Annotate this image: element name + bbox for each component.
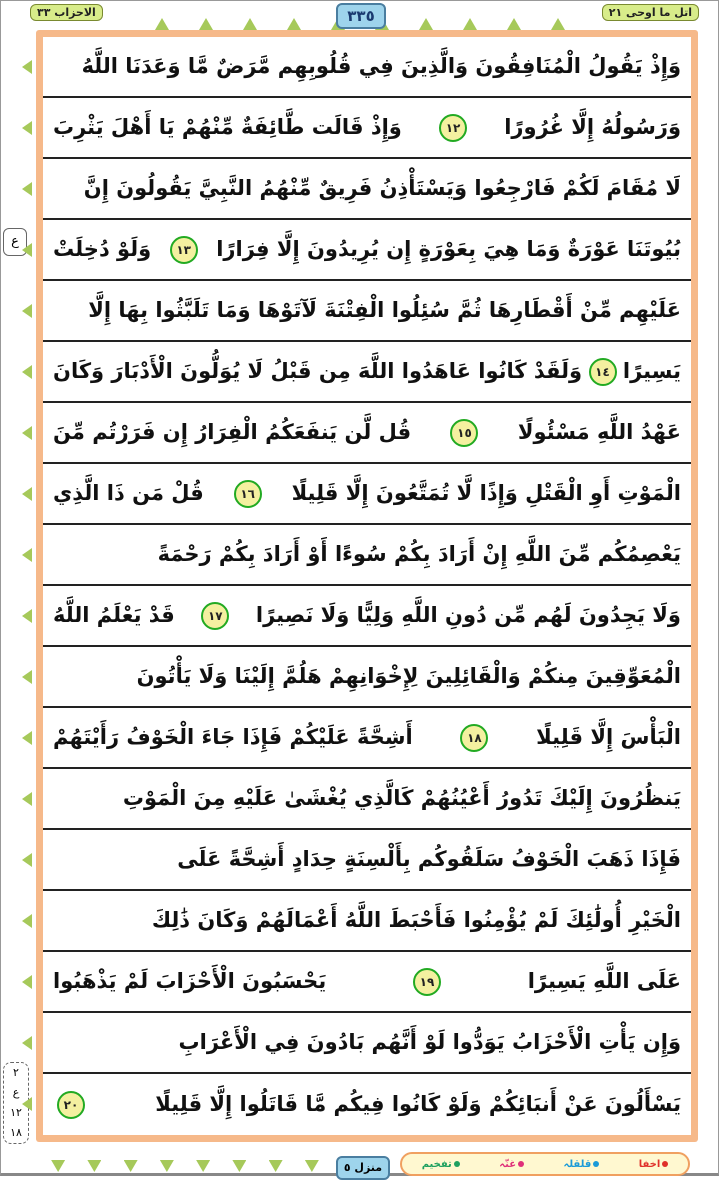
legend-item [422,1159,460,1170]
ornament-icon [160,1160,174,1172]
text-line [43,342,691,403]
verse-text: وَلَوْ دُخِلَتْ [53,236,152,261]
text-line [43,159,691,220]
text-line [43,220,691,281]
legend-label: غنّہ [499,1158,517,1170]
ayah-number-marker: ٢٠ [57,1091,85,1119]
verse-text: وَلَا يَجِدُونَ لَهُم مِّن دُونِ اللَّهِ وَلِيًّا وَلَا نَصِيرًا [255,602,681,627]
text-line [43,1074,691,1135]
text-line [43,769,691,830]
ayah-number-marker: ١٨ [460,724,488,752]
ruku-counter-part: ٢ [13,1066,19,1080]
verse-text: قَدْ يَعْلَمُ اللَّهُ [53,602,175,627]
legend-item [563,1159,599,1170]
ornament-icon [507,18,521,30]
quran-text-area [43,37,691,1135]
tajweed-legend [400,1152,690,1176]
legend-item [499,1159,524,1170]
text-line [43,37,691,98]
verse-text: الْمَوْتِ أَوِ الْقَتْلِ وَإِذًا لَّا تُمَتَّعُونَ إِلَّا قَلِيلًا [291,480,681,505]
ornament-icon [51,1160,65,1172]
legend-dot-icon [518,1161,524,1167]
verse-text: لَا مُقَامَ لَكُمْ فَارْجِعُوا وَيَسْتَأْذِنُ فَرِيقٌ مِّنْهُمُ النَّبِيَّ يَقُولُونَ إِنَّ [83,175,681,200]
text-line [43,647,691,708]
text-line [43,891,691,952]
verse-text: وَرَسُولُهُ إِلَّا غُرُورًا [504,114,681,139]
ayah-number-marker: ١٣ [170,236,198,264]
verse-text: يَعْصِمُكُم مِّنَ اللَّهِ إِنْ أَرَادَ بِكُمْ سُوءًا أَوْ أَرَادَ بِكُمْ رَحْمَةً [157,541,681,566]
text-line [43,830,691,891]
legend-dot-icon [454,1161,460,1167]
verse-text: وَإِذْ يَقُولُ الْمُنَافِقُونَ وَالَّذِينَ فِي قُلُوبِهِم مَّرَضٌ مَّا وَعَدَنَا اللَّهُ [81,53,681,78]
legend-dot-icon [593,1161,599,1167]
verse-text: فَإِذَا ذَهَبَ الْخَوْفُ سَلَقُوكُم بِأَلْسِنَةٍ حِدَادٍ أَشِحَّةً عَلَى [177,846,681,871]
ruku-counter-part: ع [12,1086,20,1100]
verse-text: الْخَيْرِ أُولَٰئِكَ لَمْ يُؤْمِنُوا فَأَحْبَطَ اللَّهُ أَعْمَالَهُمْ وَكَانَ ذَٰلِكَ [151,907,681,932]
text-line [43,464,691,525]
manzil-label: منزل ٥ [336,1156,390,1180]
text-line [43,586,691,647]
verse-text: بُيُوتَنَا عَوْرَةٌ وَمَا هِيَ بِعَوْرَةٍ إِن يُرِيدُونَ إِلَّا فِرَارًا [216,236,681,261]
verse-text: الْبَأْسَ إِلَّا قَلِيلًا [536,724,681,749]
ayah-number-marker: ١٥ [450,419,478,447]
verse-text: عَلَيْهِم مِّنْ أَقْطَارِهَا ثُمَّ سُئِلُوا الْفِتْنَةَ لَآتَوْهَا وَمَا تَلَبَّثُوا بِهَا إِلَّا [88,297,681,322]
ayah-number-marker: ١٩ [413,968,441,996]
ornament-icon [87,1160,101,1172]
ayah-number-marker: ١٧ [201,602,229,630]
ornament-icon [419,18,433,30]
ornament-icon [124,1160,138,1172]
verse-text: يَسْأَلُونَ عَنْ أَنبَائِكُمْ وَلَوْ كَانُوا فِيكُم مَّا قَاتَلُوا إِلَّا قَلِيلًا [155,1091,681,1116]
surah-label: الاحزاب ٣٣ [30,4,103,21]
text-line [43,1013,691,1074]
verse-text: يَحْسَبُونَ الْأَحْزَابَ لَمْ يَذْهَبُوا [53,968,327,993]
verse-text: أَشِحَّةً عَلَيْكُمْ فَإِذَا جَاءَ الْخَوْفُ رَأَيْتَهُمْ [53,724,413,749]
legend-item [639,1159,669,1170]
verse-text: وَلَقَدْ كَانُوا عَاهَدُوا اللَّهَ مِن قَبْلُ لَا يُوَلُّونَ الْأَدْبَارَ وَكَانَ [53,358,583,383]
ornament-icon [463,18,477,30]
verse-text: عَلَى اللَّهِ يَسِيرًا [527,968,681,993]
ornament-icon [287,18,301,30]
para-label: اتل ما اوحی ٢١ [602,4,699,21]
legend-dot-icon [662,1161,668,1167]
ornament-icon [551,18,565,30]
ornament-icon [232,1160,246,1172]
text-line [43,952,691,1013]
verse-text: وَإِذْ قَالَت طَّائِفَةٌ مِّنْهُمْ يَا أَهْلَ يَثْرِبَ [53,114,402,139]
legend-label: قلقلہ [563,1158,592,1170]
ornament-icon [199,18,213,30]
text-line [43,403,691,464]
legend-label: اخفا [638,1158,661,1170]
verse-text: الْمُعَوِّقِينَ مِنكُمْ وَالْقَائِلِينَ لِإِخْوَانِهِمْ هَلُمَّ إِلَيْنَا وَلَا يَأْتُونَ [136,663,681,688]
ornament-icon [269,1160,283,1172]
verse-text: قُل لَّن يَنفَعَكُمُ الْفِرَارُ إِن فَرَرْتُم مِّنَ [53,419,412,444]
page-number: ٣٣٥ [336,3,386,29]
ruku-counter-part: ١٢ [10,1106,22,1120]
ayah-number-marker: ١٦ [234,480,262,508]
page-frame [36,30,698,1142]
ruku-mark: ع [3,228,27,256]
text-line [43,708,691,769]
ayah-number-marker: ١٤ [589,358,617,386]
bottom-ornament-row [40,1160,330,1174]
verse-text: وَإِن يَأْتِ الْأَحْزَابُ يَوَدُّوا لَوْ أَنَّهُم بَادُونَ فِي الْأَعْرَابِ [178,1029,681,1054]
ornament-icon [243,18,257,30]
verse-text: قُلْ مَن ذَا الَّذِي [53,480,204,505]
text-line [43,281,691,342]
ruku-counter-part: ١٨ [10,1126,22,1140]
text-line [43,525,691,586]
verse-text: عَهْدُ اللَّهِ مَسْئُولًا [517,419,681,444]
ornament-icon [196,1160,210,1172]
text-line [43,98,691,159]
verse-text: يَسِيرًا [622,358,681,383]
ornament-icon [155,18,169,30]
legend-label: تفخیم [421,1158,452,1170]
verse-text: يَنظُرُونَ إِلَيْكَ تَدُورُ أَعْيُنُهُمْ كَالَّذِي يُغْشَىٰ عَلَيْهِ مِنَ الْمَوْتِ [122,785,681,810]
ornament-icon [305,1160,319,1172]
ayah-number-marker: ١٢ [439,114,467,142]
